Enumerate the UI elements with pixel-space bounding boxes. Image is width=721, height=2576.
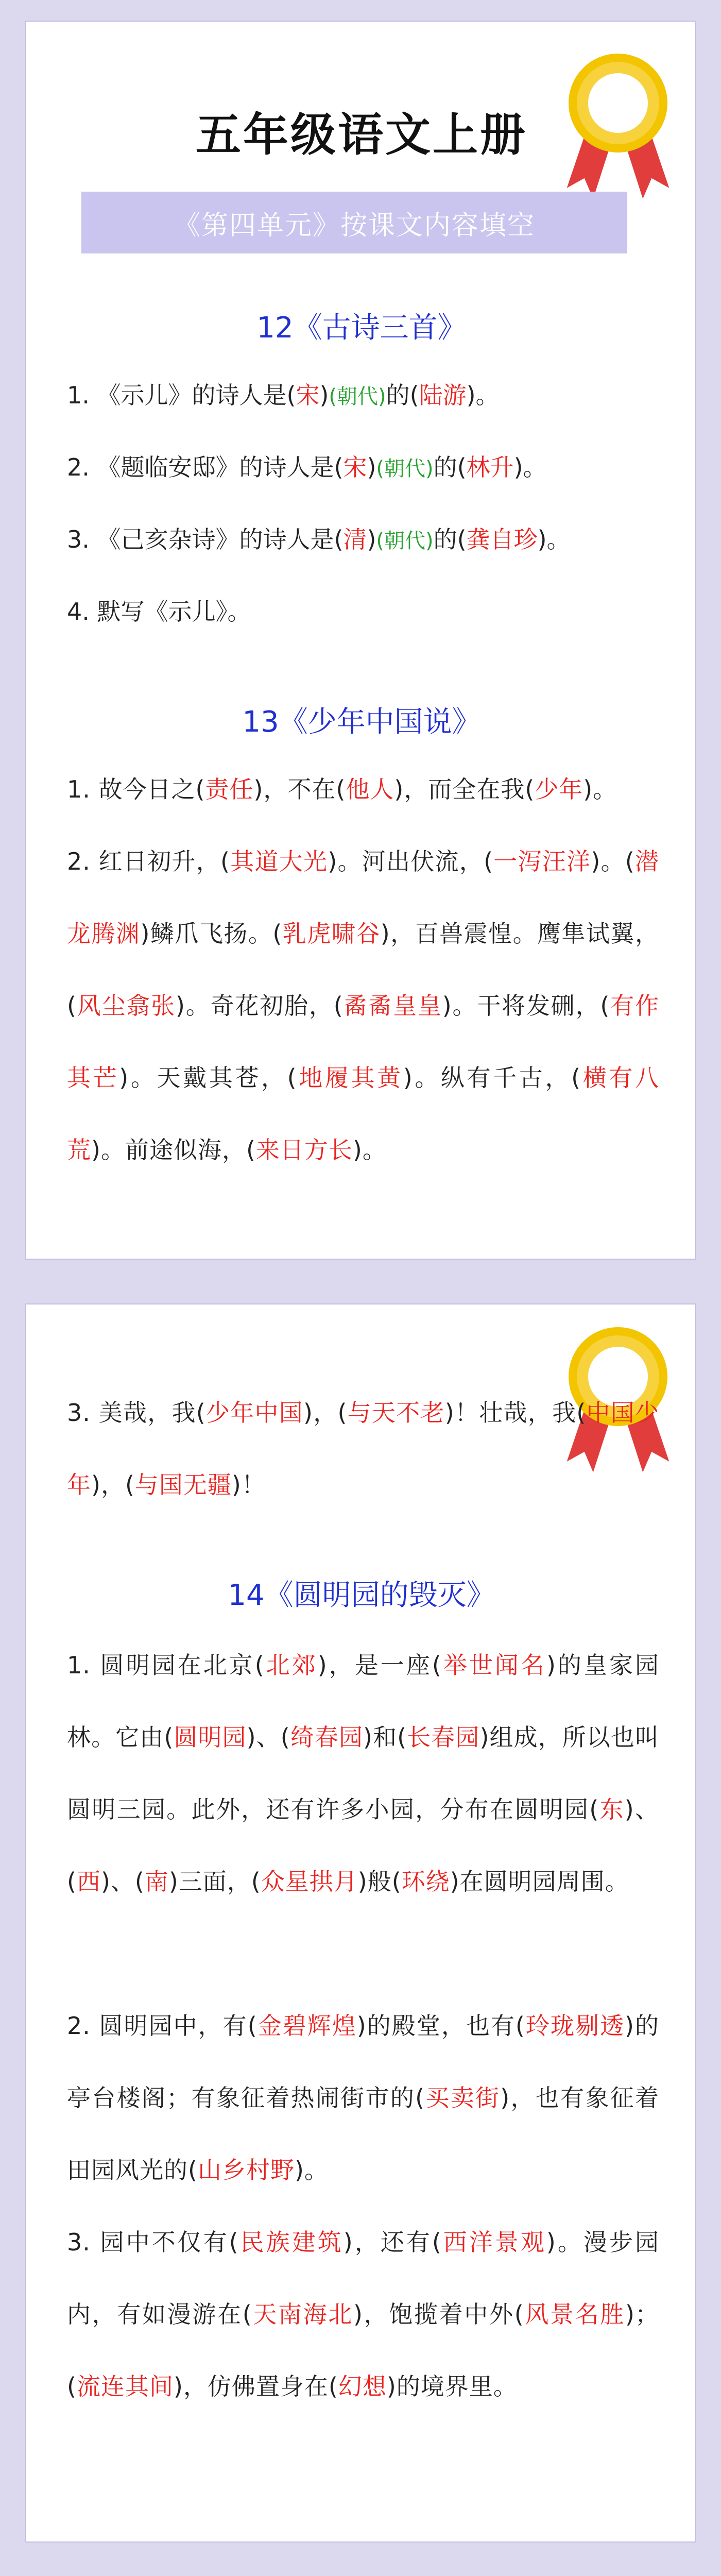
answer-text: 绮春园 bbox=[290, 1723, 364, 1751]
prompt-text: )般( bbox=[357, 1868, 402, 1895]
prompt-text: )、( bbox=[100, 1868, 145, 1895]
prompt-text: )的境界里。 bbox=[386, 2372, 518, 2400]
section-title-12: 12《古诗三首》 bbox=[256, 311, 467, 345]
answer-text: 矞矞皇皇 bbox=[343, 992, 442, 1020]
answer-text: 众星拱月 bbox=[261, 1868, 358, 1895]
prompt-text: )，是一座( bbox=[317, 1651, 442, 1679]
prompt-text: 1. 圆明园在北京( bbox=[67, 1651, 265, 1679]
sec12-line-2 bbox=[67, 431, 664, 505]
prompt-text: )！壮哉，我( bbox=[444, 1399, 587, 1427]
page-title: 五年级语文上册 bbox=[195, 108, 527, 161]
prompt-text: )。纵有千古，( bbox=[403, 1064, 581, 1092]
prompt-text: ) bbox=[367, 526, 376, 553]
answer-text: 清 bbox=[343, 526, 367, 553]
sec12-line-3 bbox=[67, 503, 664, 577]
prompt-text: )，而全在我( bbox=[394, 775, 535, 803]
prompt-text: )。( bbox=[591, 848, 635, 875]
sec14-para-3 bbox=[67, 2206, 659, 2422]
answer-text: 玲珑剔透 bbox=[525, 2012, 625, 2040]
sec13-para-2 bbox=[67, 825, 659, 1186]
answer-text: 举世闻名 bbox=[441, 1651, 546, 1679]
page-card-2 bbox=[25, 1303, 696, 2543]
prompt-text: )。 bbox=[583, 775, 617, 803]
answer-text: 责任 bbox=[205, 775, 254, 803]
answer-text: 地履其黄 bbox=[297, 1064, 403, 1092]
answer-text: 北郊 bbox=[264, 1651, 318, 1679]
prompt-text: )。 bbox=[537, 526, 571, 553]
section-title-13: 13《少年中国说》 bbox=[242, 705, 481, 739]
answer-text: 西 bbox=[76, 1868, 101, 1895]
prompt-text: )的殿堂，也有( bbox=[356, 2012, 525, 2040]
prompt-text: )，( bbox=[91, 1471, 135, 1499]
prompt-text: )。天戴其苍，( bbox=[119, 1064, 297, 1092]
prompt-text: )，饱揽着中外( bbox=[353, 2300, 524, 2328]
prompt-text: 的( bbox=[386, 381, 419, 409]
prompt-text: )鳞爪飞扬。( bbox=[140, 920, 283, 947]
prompt-text: )的亭台楼阁；有象征着热闹街市的( bbox=[67, 2012, 660, 2112]
prompt-text: )。漫步园内，有如漫游在( bbox=[67, 2228, 659, 2328]
answer-text: 龚自珍 bbox=[466, 526, 538, 553]
prompt-text: 4. 默写《示儿》。 bbox=[67, 598, 251, 625]
answer-text: 他人 bbox=[346, 775, 394, 803]
hint-text: (朝代) bbox=[376, 529, 434, 553]
prompt-text: )。 bbox=[513, 453, 547, 481]
prompt-text: )组成，所以也叫圆明三园。此外，还有许多小园，分布在圆明园( bbox=[67, 1723, 659, 1823]
prompt-text: 2. 圆明园中，有( bbox=[67, 2012, 258, 2040]
answer-text: 天南海北 bbox=[252, 2300, 354, 2328]
prompt-text: 的( bbox=[433, 526, 467, 553]
answer-text: 有作其芒 bbox=[67, 992, 660, 1092]
answer-text: 与国无疆 bbox=[134, 1471, 232, 1499]
answer-text: 林升 bbox=[466, 453, 514, 481]
sec13-para-1 bbox=[67, 753, 659, 825]
sec12-line-4 bbox=[67, 575, 664, 648]
page-card-1 bbox=[25, 21, 696, 1260]
prompt-text: 3. 美哉，我( bbox=[67, 1399, 206, 1427]
prompt-text: )，还有( bbox=[343, 2228, 442, 2256]
sec13-para-3 bbox=[67, 1377, 659, 1521]
answer-text: 风景名胜 bbox=[524, 2300, 626, 2328]
answer-text: 金碧辉煌 bbox=[257, 2012, 357, 2040]
answer-text: 南 bbox=[144, 1868, 169, 1895]
prompt-text: )。 bbox=[294, 2156, 329, 2184]
prompt-text: 3. 园中不仅有( bbox=[67, 2228, 239, 2256]
answer-text: 少年中国 bbox=[205, 1399, 304, 1427]
answer-text: 买卖街 bbox=[425, 2084, 501, 2112]
answer-text: 山乡村野 bbox=[197, 2156, 295, 2184]
prompt-text: )三面，( bbox=[168, 1868, 261, 1895]
answer-text: 陆游 bbox=[419, 381, 467, 409]
answer-text: 横有八荒 bbox=[67, 1064, 659, 1164]
prompt-text: 2. 《题临安邸》的诗人是( bbox=[67, 453, 344, 481]
prompt-text: )在圆明园周围。 bbox=[450, 1868, 629, 1895]
prompt-text: )。 bbox=[352, 1136, 387, 1164]
prompt-text: )；( bbox=[67, 2300, 659, 2400]
prompt-text: )，百兽震惶。鹰隼试翼，( bbox=[67, 920, 660, 1020]
prompt-text: )。 bbox=[466, 381, 500, 409]
answer-text: 少年 bbox=[535, 775, 583, 803]
prompt-text: )。河出伏流，( bbox=[328, 848, 494, 875]
answer-text: 潜龙腾渊 bbox=[67, 848, 659, 947]
answer-text: 宋 bbox=[343, 453, 367, 481]
prompt-text: 3. 《己亥杂诗》的诗人是( bbox=[67, 526, 344, 553]
prompt-text: )的皇家园林。它由( bbox=[67, 1651, 659, 1751]
answer-text: 宋 bbox=[296, 381, 320, 409]
answer-text: 幻想 bbox=[338, 2372, 387, 2400]
prompt-text: ) bbox=[319, 381, 329, 409]
answer-text: 来日方长 bbox=[255, 1136, 353, 1164]
prompt-text: )，不在( bbox=[253, 775, 346, 803]
answer-text: 民族建筑 bbox=[238, 2228, 344, 2256]
answer-text: 环绕 bbox=[401, 1868, 450, 1895]
prompt-text: )。前途似海，( bbox=[91, 1136, 256, 1164]
prompt-text: ) bbox=[367, 453, 376, 481]
answer-text: 一泻汪洋 bbox=[493, 848, 591, 875]
prompt-text: 1. 故今日之( bbox=[67, 775, 205, 803]
answer-text: 流连其间 bbox=[76, 2372, 174, 2400]
answer-text: 中国少年 bbox=[67, 1399, 659, 1499]
prompt-text: )，( bbox=[303, 1399, 348, 1427]
prompt-text: )！ bbox=[231, 1471, 266, 1499]
section-title-14: 14《圆明园的毁灭》 bbox=[228, 1579, 495, 1612]
answer-text: 西洋景观 bbox=[441, 2228, 546, 2256]
prompt-text: )和( bbox=[363, 1723, 407, 1751]
subtitle-banner: 《第四单元》按课文内容填空 bbox=[81, 192, 627, 253]
prompt-text: )，仿佛置身在( bbox=[173, 2372, 338, 2400]
prompt-text: )、( bbox=[246, 1723, 290, 1751]
answer-text: 与天不老 bbox=[347, 1399, 445, 1427]
prompt-text: )。奇花初胎，( bbox=[176, 992, 344, 1020]
sec12-line-1 bbox=[67, 359, 664, 433]
hint-text: (朝代) bbox=[329, 385, 386, 409]
prompt-text: )。干将发硎，( bbox=[442, 992, 610, 1020]
answer-text: 圆明园 bbox=[174, 1723, 247, 1751]
prompt-text: )，也有象征着田园风光的( bbox=[67, 2084, 660, 2184]
hint-text: (朝代) bbox=[376, 457, 434, 481]
sec14-para-1 bbox=[67, 1629, 659, 1918]
prompt-text: )、( bbox=[67, 1795, 659, 1895]
answer-text: 风尘翕张 bbox=[76, 992, 176, 1020]
answer-text: 东 bbox=[599, 1795, 625, 1823]
answer-text: 其道大光 bbox=[230, 848, 328, 875]
prompt-text: 的( bbox=[433, 453, 467, 481]
prompt-text: 2. 红日初升，( bbox=[67, 848, 231, 875]
prompt-text: 1. 《示儿》的诗人是( bbox=[67, 381, 296, 409]
answer-text: 乳虎啸谷 bbox=[282, 920, 381, 947]
answer-text: 长春园 bbox=[407, 1723, 480, 1751]
sec14-para-2 bbox=[67, 1990, 659, 2206]
